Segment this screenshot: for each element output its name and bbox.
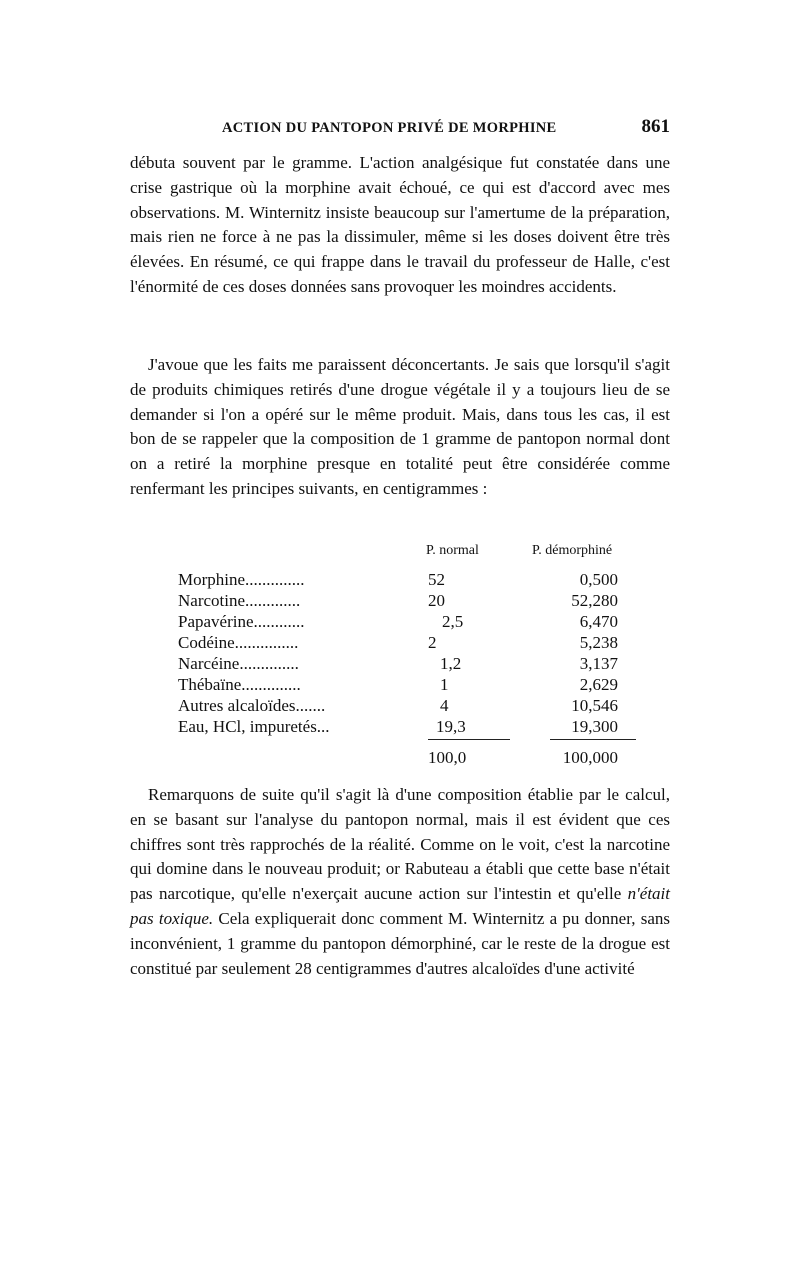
table-row	[178, 654, 648, 674]
page-header	[130, 116, 670, 140]
table-row	[178, 675, 648, 695]
column-header-normal: P. normal	[426, 543, 479, 558]
table-row	[178, 717, 648, 737]
value-demorphine: 5,238	[579, 633, 618, 652]
value-normal: 19,3	[436, 717, 466, 736]
substance-name: Codéine...............	[178, 633, 299, 652]
substance-name: Morphine..............	[178, 570, 305, 589]
substance-name: Eau, HCl, impuretés...	[178, 717, 330, 736]
table-row	[178, 570, 648, 590]
substance-name: Autres alcaloïdes.......	[178, 696, 326, 715]
table-row	[178, 696, 648, 716]
substance-name: Papavérine............	[178, 612, 305, 631]
value-demorphine: 10,546	[571, 696, 618, 715]
substance-name: Thébaïne..............	[178, 675, 301, 694]
table-row	[178, 612, 648, 632]
value-normal: 2,5	[442, 612, 464, 631]
value-normal: 1	[440, 675, 449, 694]
total-rule-normal	[428, 739, 510, 740]
total-rule-demorphine	[550, 739, 636, 740]
value-demorphine: 0,500	[579, 570, 618, 589]
running-title: ACTION DU PANTOPON PRIVÉ DE MORPHINE	[222, 120, 557, 136]
paragraph-1: débuta souvent par le gramme. L'action analgésique fut constatée dans une crise gastrique où la morphine avait échoué, ce qui est d'accord avec mes observations. M. Winternitz insiste beaucoup sur l'amertume de la préparation, mais rien ne force à ne pas la dissimuler, même si les doses doivent être très élevées. En résumé, ce qui frappe dans le travail du professeur de Halle, c'est l'énormité de ces doses données sans provoquer les moindres accidents.	[130, 153, 670, 296]
table-row	[178, 591, 648, 611]
value-demorphine: 3,137	[579, 654, 618, 673]
emphasis-non-toxique: n'était pas toxique.	[130, 884, 671, 928]
paragraph-3	[130, 783, 670, 981]
table-total-row	[178, 748, 648, 768]
value-normal: 1,2	[440, 654, 462, 673]
value-demorphine: 52,280	[571, 591, 618, 610]
table-row	[178, 633, 648, 653]
paragraph-3-text-end: Cela expliquerait donc comment M. Winternitz a pu donner, sans inconvénient, 1 gramme du pantopon démorphiné, car le reste de la drogue est constitué par seulement 28 centigrammes d'autres alcaloïdes d'une activité	[130, 908, 670, 978]
composition-table	[178, 543, 648, 773]
total-demorphine: 100,000	[562, 748, 618, 767]
substance-name: Narcéine..............	[178, 654, 299, 673]
value-demorphine: 2,629	[579, 675, 618, 694]
value-normal: 2	[428, 633, 437, 652]
column-header-demorphine: P. démorphiné	[532, 543, 613, 558]
value-normal: 20	[428, 591, 445, 610]
value-normal: 52	[428, 570, 445, 589]
value-normal: 4	[440, 696, 449, 715]
value-demorphine: 19,300	[571, 717, 618, 736]
page-number: 861	[641, 116, 670, 137]
value-demorphine: 6,470	[579, 612, 618, 631]
total-normal: 100,0	[428, 748, 467, 767]
paragraph-2: J'avoue que les faits me paraissent déconcertants. Je sais que lorsqu'il s'agit de produits chimiques retirés d'une drogue végétale il y a toujours lieu de se demander si l'on a opéré sur le même produit. Mais, dans tous les cas, il est bon de se rappeler que la composition de 1 gramme de pantopon normal dont on a retiré la morphine presque en totalité peut être considérée comme renfermant les principes suivants, en centigrammes :	[130, 355, 670, 498]
paragraph-3-text-start: Remarquons de suite qu'il s'agit là d'une composition établie par le calcul, en se basant sur l'analyse du pantopon normal, mais il est évident que ces chiffres sont très rapprochés de la réalité. Comme on le voit, c'est la narcotine qui domine dans le nouveau produit; or Rabuteau a établi que cette base n'était pas narcotique, qu'elle n'exerçait aucune action sur l'intestin et qu'elle	[130, 785, 670, 904]
substance-name: Narcotine.............	[178, 591, 301, 610]
